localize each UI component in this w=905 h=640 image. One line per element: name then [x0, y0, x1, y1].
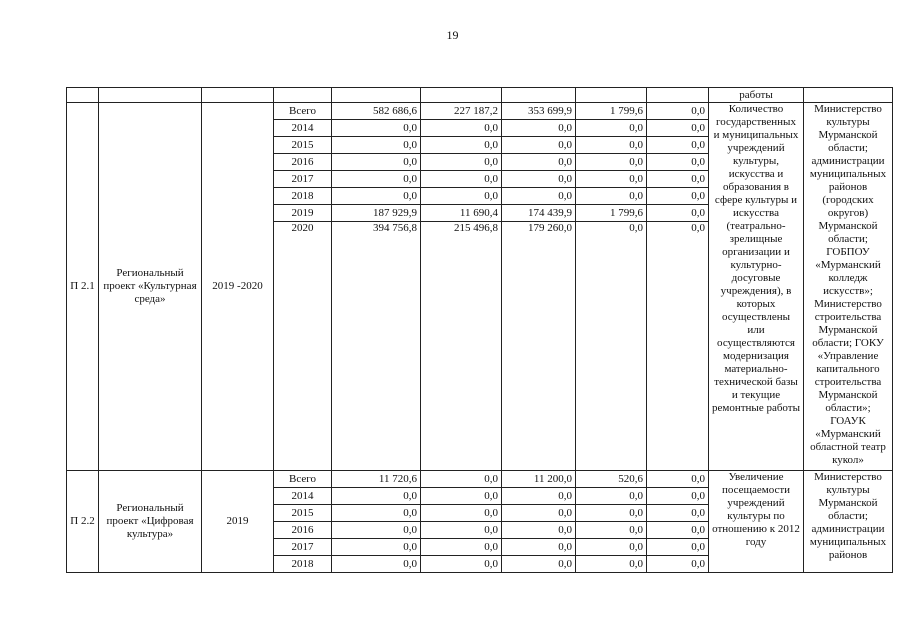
amount-cell-v4: 0,0 [576, 539, 647, 556]
table-row [67, 103, 893, 120]
amount-cell-v4: 0,0 [576, 120, 647, 137]
project-code: П 2.2 [67, 471, 99, 573]
year-cell: 2019 [274, 205, 332, 222]
year-cell: 2018 [274, 556, 332, 573]
amount-cell-v4: 0,0 [576, 488, 647, 505]
amount-cell-v1: 0,0 [332, 188, 421, 205]
year-cell: 2014 [274, 488, 332, 505]
amount-cell-v2: 0,0 [421, 154, 502, 171]
amount-cell-v3: 0,0 [502, 154, 576, 171]
amount-cell-v3: 0,0 [502, 556, 576, 573]
amount-cell-v3: 174 439,9 [502, 205, 576, 222]
amount-cell-v1: 0,0 [332, 171, 421, 188]
amount-cell-v4: 0,0 [576, 171, 647, 188]
amount-cell-v2: 0,0 [421, 505, 502, 522]
amount-cell-v5: 0,0 [647, 154, 709, 171]
amount-cell-v5: 0,0 [647, 205, 709, 222]
executors-text: Министерство культуры Мурманской области; администрации муниципальных районов (городских округов) Мурманской области; ГОБПОУ «Мурманский колледж искусств»; Министерство строительства Мурманской области; ГОКУ «Управление капитального строительства Мурманской области»; ГОАУК «Мурманский областной театр кукол» [804, 103, 893, 471]
amount-cell-v3: 0,0 [502, 505, 576, 522]
amount-cell-v1: 0,0 [332, 539, 421, 556]
amount-cell-v5: 0,0 [647, 137, 709, 154]
amount-cell-v4: 520,6 [576, 471, 647, 488]
amount-cell-v2: 0,0 [421, 471, 502, 488]
amount-cell-v1: 0,0 [332, 154, 421, 171]
amount-cell-v2: 0,0 [421, 539, 502, 556]
year-cell: 2020 [274, 222, 332, 471]
amount-cell-v3: 179 260,0 [502, 222, 576, 471]
project-name: Региональный проект «Культурная среда» [99, 103, 202, 471]
page-number: 19 [446, 28, 459, 42]
indicator-text: Количество государственных и муниципальных учреждений культуры, искусства и образования в сфере культуры и искусства (театрально-зрелищные организации и культурно-досуговые учреждения), в которых осуществлены или осуществляются модернизация материально-технической базы и текущие ремонтные работы [709, 103, 804, 471]
project-period: 2019 [202, 471, 274, 573]
amount-cell-v3: 11 200,0 [502, 471, 576, 488]
year-cell: Всего [274, 471, 332, 488]
amount-cell-v4: 0,0 [576, 556, 647, 573]
amount-cell-v5: 0,0 [647, 556, 709, 573]
budget-table [66, 87, 893, 573]
amount-cell-v5: 0,0 [647, 222, 709, 471]
amount-cell-v5: 0,0 [647, 171, 709, 188]
amount-cell-v1: 0,0 [332, 137, 421, 154]
amount-cell-v4: 0,0 [576, 505, 647, 522]
amount-cell-v1: 394 756,8 [332, 222, 421, 471]
amount-cell-v1: 187 929,9 [332, 205, 421, 222]
year-cell: 2016 [274, 522, 332, 539]
amount-cell-v5: 0,0 [647, 120, 709, 137]
amount-cell-v3: 0,0 [502, 137, 576, 154]
amount-cell-v3: 0,0 [502, 188, 576, 205]
amount-cell-v1: 0,0 [332, 505, 421, 522]
amount-cell-v1: 11 720,6 [332, 471, 421, 488]
year-cell: 2015 [274, 505, 332, 522]
amount-cell-v3: 0,0 [502, 522, 576, 539]
amount-cell-v2: 227 187,2 [421, 103, 502, 120]
amount-cell-v2: 0,0 [421, 556, 502, 573]
amount-cell-v3: 0,0 [502, 488, 576, 505]
amount-cell-v1: 582 686,6 [332, 103, 421, 120]
indicator-continuation: работы [709, 88, 804, 103]
amount-cell-v3: 353 699,9 [502, 103, 576, 120]
year-cell: 2017 [274, 539, 332, 556]
amount-cell-v4: 0,0 [576, 137, 647, 154]
continuation-row [67, 88, 893, 103]
amount-cell-v3: 0,0 [502, 171, 576, 188]
project-name: Региональный проект «Цифровая культура» [99, 471, 202, 573]
amount-cell-v2: 0,0 [421, 522, 502, 539]
amount-cell-v4: 1 799,6 [576, 205, 647, 222]
amount-cell-v5: 0,0 [647, 471, 709, 488]
year-cell: 2016 [274, 154, 332, 171]
executors-text: Министерство культуры Мурманской области; администрации муниципальных районов [804, 471, 893, 573]
amount-cell-v4: 0,0 [576, 154, 647, 171]
amount-cell-v1: 0,0 [332, 120, 421, 137]
amount-cell-v2: 0,0 [421, 171, 502, 188]
year-cell: 2018 [274, 188, 332, 205]
amount-cell-v5: 0,0 [647, 539, 709, 556]
amount-cell-v5: 0,0 [647, 488, 709, 505]
indicator-text: Увеличение посещаемости учреждений культуры по отношению к 2012 году [709, 471, 804, 573]
amount-cell-v5: 0,0 [647, 505, 709, 522]
year-cell: 2017 [274, 171, 332, 188]
year-cell: Всего [274, 103, 332, 120]
amount-cell-v4: 0,0 [576, 188, 647, 205]
amount-cell-v1: 0,0 [332, 522, 421, 539]
table-row [67, 471, 893, 488]
amount-cell-v3: 0,0 [502, 120, 576, 137]
table-body [67, 88, 893, 573]
amount-cell-v5: 0,0 [647, 103, 709, 120]
amount-cell-v2: 0,0 [421, 188, 502, 205]
project-period: 2019 -2020 [202, 103, 274, 471]
amount-cell-v4: 1 799,6 [576, 103, 647, 120]
amount-cell-v5: 0,0 [647, 188, 709, 205]
amount-cell-v2: 0,0 [421, 120, 502, 137]
amount-cell-v2: 11 690,4 [421, 205, 502, 222]
project-code: П 2.1 [67, 103, 99, 471]
amount-cell-v4: 0,0 [576, 522, 647, 539]
amount-cell-v1: 0,0 [332, 488, 421, 505]
amount-cell-v4: 0,0 [576, 222, 647, 471]
amount-cell-v1: 0,0 [332, 556, 421, 573]
year-cell: 2014 [274, 120, 332, 137]
amount-cell-v5: 0,0 [647, 522, 709, 539]
year-cell: 2015 [274, 137, 332, 154]
amount-cell-v2: 0,0 [421, 137, 502, 154]
amount-cell-v2: 215 496,8 [421, 222, 502, 471]
amount-cell-v3: 0,0 [502, 539, 576, 556]
amount-cell-v2: 0,0 [421, 488, 502, 505]
